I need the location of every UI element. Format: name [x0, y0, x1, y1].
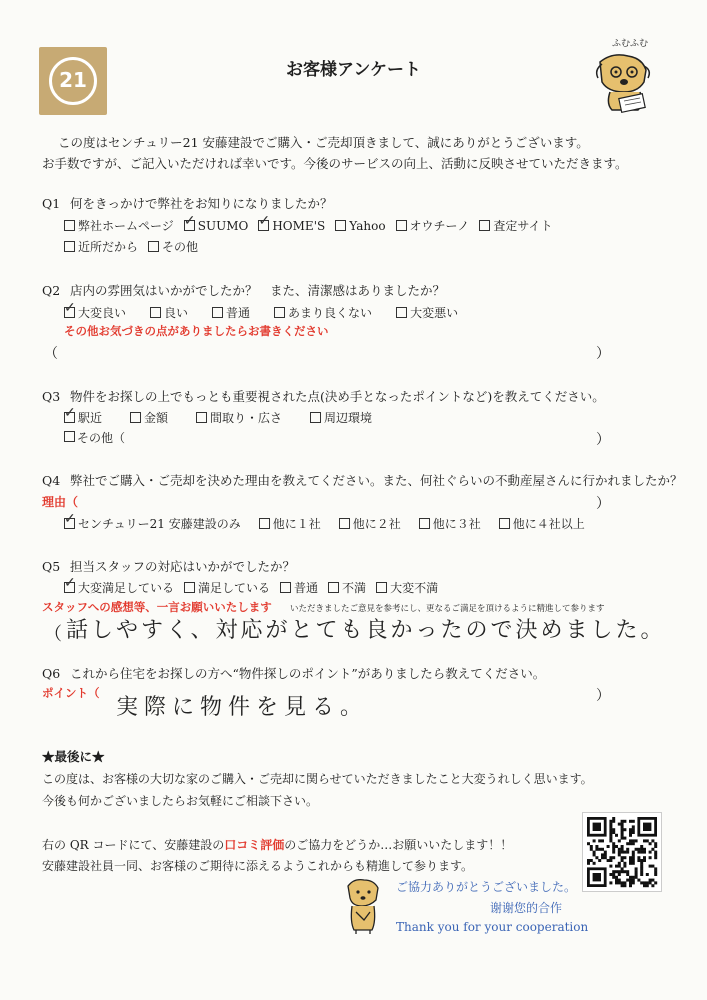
option-q1r1-5[interactable]: [479, 217, 552, 234]
page-title: お客様アンケート: [286, 60, 421, 80]
option-q4o-3[interactable]: [419, 515, 481, 532]
option-label: Yahoo: [349, 218, 386, 233]
option-q4o-2[interactable]: [339, 515, 401, 532]
q3-text: 物件をお探しの上でもっとも重要視された点(決め手となったポイントなど)を教えてください。: [70, 389, 605, 404]
checkbox[interactable]: [64, 241, 75, 252]
checkbox[interactable]: [274, 307, 285, 318]
q5-small-note: いただきましたご意見を参考にし、更なるご満足を頂けるように精進して参ります: [290, 604, 605, 614]
option-label: 近所だから: [78, 240, 139, 254]
option-label: HOME'S: [272, 218, 326, 233]
checkbox[interactable]: [150, 307, 161, 318]
option-q3o-1[interactable]: [130, 409, 168, 426]
option-q4o-0[interactable]: [64, 515, 241, 532]
q5-options: [64, 579, 438, 596]
q1-number: Q1: [42, 196, 61, 211]
q5-handwritten-answer[interactable]: 話しやすく、対応がとても良かったので決めました。: [66, 618, 666, 643]
checkbox[interactable]: [196, 412, 207, 423]
checkbox[interactable]: [148, 241, 159, 252]
option-q5o-2[interactable]: [280, 579, 318, 596]
closing-heading: ★最後に★: [42, 749, 105, 764]
option-label: オウチーノ: [409, 219, 470, 233]
q1-text: 何をきっかけで弊社をお知りになりましたか？: [70, 196, 333, 211]
mascot-caption: ふむふむ: [612, 39, 649, 49]
option-label: センチュリー21 安藤建設のみ: [78, 517, 241, 531]
q1-options-row1: [64, 217, 552, 234]
closing-line-2: 今後も何かございましたらお気軽にご相談下さい。: [42, 794, 319, 808]
q2-comment-field[interactable]: [62, 343, 592, 361]
option-label: 大変悪い: [410, 306, 459, 320]
option-label: 間取り・広さ: [210, 411, 283, 425]
q6-handwritten-answer[interactable]: 実際に物件を見る。: [116, 695, 369, 720]
intro-line-1: この度はセンチュリー21 安藤建設でご購入・ご売却頂きまして、誠にありがとうございます。: [58, 135, 589, 150]
q5-number: Q5: [42, 559, 61, 574]
q3-question: [42, 387, 605, 405]
checkbox[interactable]: [259, 518, 270, 529]
thanks-chinese: 谢谢您的合作: [490, 901, 563, 915]
checkbox[interactable]: [212, 307, 223, 318]
option-label: 大変満足している: [78, 581, 175, 595]
q2-question: [42, 281, 445, 299]
option-q2o-1[interactable]: [150, 304, 188, 321]
option-label: 他に２社: [352, 517, 401, 531]
q5-comment-open: （: [44, 624, 62, 645]
q2-comment-open: （: [44, 346, 58, 362]
checkbox[interactable]: [64, 412, 75, 423]
checkbox[interactable]: [396, 307, 407, 318]
option-label: SUUMO: [197, 218, 249, 233]
closing-line-1: この度は、お客様の大切な家のご購入・ご売却に関らせていただきましたこと大変うれしく思います。: [42, 772, 593, 786]
closing-qr-line: [42, 836, 512, 853]
option-label: あまり良くない: [288, 306, 373, 320]
q3-number: Q3: [42, 389, 61, 404]
option-label: 駅近: [78, 411, 103, 425]
option-label: 査定サイト: [493, 219, 553, 233]
option-q5o-1[interactable]: [184, 579, 270, 596]
option-q5o-0[interactable]: [64, 579, 174, 596]
option-label: 他に３社: [432, 517, 481, 531]
checkbox[interactable]: [310, 412, 321, 423]
option-q4o-4[interactable]: [499, 515, 585, 532]
intro-line-2: お手数ですが、ご記入いただければ幸いです。今後のサービスの向上、活動に反映させていただきます。: [42, 156, 628, 171]
checkbox[interactable]: [499, 518, 510, 529]
qr-line-review: 口コミ評価: [224, 838, 285, 852]
checkbox[interactable]: [339, 518, 350, 529]
option-q1r2-0[interactable]: [64, 238, 138, 255]
q4-reason-field[interactable]: [90, 493, 590, 511]
q3-other-checkbox[interactable]: [64, 431, 75, 442]
checkbox[interactable]: [280, 582, 291, 593]
closing-staff-line: 安藤建設社員一同、お客様のご期待に添えるようこれからも精進して参ります。: [42, 859, 474, 873]
option-label: 他に１社: [272, 517, 321, 531]
q1-question: [42, 194, 333, 212]
thanks-japanese: ご協力ありがとうございました。: [396, 880, 577, 894]
checkbox[interactable]: [64, 307, 75, 318]
dog-mascot-icon: [590, 48, 660, 118]
checkbox[interactable]: [376, 582, 387, 593]
q6-text: これから住宅をお探しの方へ“物件探しのポイント”がありましたら教えてください。: [70, 666, 546, 681]
dog-mascot-small-icon: [342, 876, 384, 936]
q5-comment-prompt: スタッフへの感想等、一言お願いいたします: [42, 600, 272, 614]
option-q1r1-4[interactable]: [396, 217, 470, 234]
checkbox[interactable]: [64, 518, 75, 529]
option-label: 他に４社以上: [512, 517, 585, 531]
q2-text: 店内の雰囲気はいかがでしたか？ また、清潔感はありましたか？: [70, 283, 446, 298]
checkbox[interactable]: [335, 220, 346, 231]
option-q5o-3[interactable]: [328, 579, 366, 596]
q4-reason-label: 理由（: [42, 495, 79, 509]
qr-line-prefix: 右の QR コードにて、安藤建設の: [42, 838, 225, 852]
option-q4o-1[interactable]: [259, 515, 321, 532]
option-label: 普通: [226, 306, 251, 320]
q1-options-row2: [64, 238, 198, 255]
checkbox[interactable]: [130, 412, 141, 423]
mascot-thinking-image: [590, 36, 660, 116]
q4-options: [64, 515, 585, 532]
logo-text: 21: [59, 68, 87, 92]
option-q3o-0[interactable]: [64, 409, 102, 426]
option-label: 大変不満: [390, 581, 439, 595]
q2-options: [64, 304, 458, 321]
checkbox[interactable]: [64, 220, 75, 231]
option-q1r1-2[interactable]: [258, 217, 325, 234]
option-q5o-4[interactable]: [376, 579, 438, 596]
q4-number: Q4: [42, 473, 61, 488]
option-q2o-3[interactable]: [274, 304, 372, 321]
checkbox[interactable]: [396, 220, 407, 231]
q3-other-close: ）: [596, 432, 610, 448]
q5-text: 担当スタッフの対応はいかがでしたか？: [70, 559, 296, 574]
q3-options: [64, 409, 372, 426]
option-q2o-0[interactable]: [64, 304, 126, 321]
qr-line-suffix: のご協力をどうか…お願いいたします！！: [284, 838, 513, 852]
option-label: 普通: [294, 581, 319, 595]
q6-number: Q6: [42, 666, 61, 681]
q6-point-label: ポイント（: [42, 686, 100, 700]
qr-code-icon: [583, 813, 661, 891]
option-label: 周辺環境: [324, 411, 373, 425]
checkbox[interactable]: [419, 518, 430, 529]
q2-comment-close: ）: [596, 346, 610, 362]
option-label: その他: [162, 240, 199, 254]
option-q1r1-3[interactable]: [335, 217, 385, 234]
q4-question: [42, 471, 683, 489]
checkbox[interactable]: [479, 220, 490, 231]
option-q2o-2[interactable]: [212, 304, 250, 321]
q6-point-close: ）: [596, 688, 610, 704]
q4-reason-close: ）: [596, 496, 610, 512]
q5-question: [42, 557, 295, 575]
q3-other[interactable]: [64, 429, 125, 446]
option-label: 満足している: [198, 581, 271, 595]
checkbox[interactable]: [258, 220, 269, 231]
option-label: 金額: [144, 411, 169, 425]
option-label: 弊社ホームページ: [78, 219, 174, 233]
option-q1r2-1[interactable]: [148, 238, 198, 255]
checkbox[interactable]: [184, 220, 195, 231]
q2-number: Q2: [42, 283, 61, 298]
checkbox[interactable]: [64, 582, 75, 593]
option-q3o-2[interactable]: [196, 409, 282, 426]
checkbox[interactable]: [184, 582, 195, 593]
option-q1r1-1[interactable]: [184, 217, 249, 234]
qr-code[interactable]: [582, 812, 662, 892]
option-q3o-3[interactable]: [310, 409, 372, 426]
q4-text: 弊社でご購入・ご売却を決めた理由を教えてください。また、何社ぐらいの不動産屋さんに行かれましたか？: [70, 473, 683, 488]
q2-comment-prompt: その他お気づきの点がありましたらお書きください: [64, 324, 329, 338]
q6-question: [42, 664, 545, 682]
q3-other-label: その他（: [77, 431, 126, 445]
option-label: 大変良い: [78, 306, 127, 320]
option-label: 不満: [342, 581, 367, 595]
option-q2o-4[interactable]: [396, 304, 458, 321]
option-q1r1-0[interactable]: [64, 217, 174, 234]
thanks-english: Thank you for your cooperation: [396, 920, 589, 934]
option-label: 良い: [164, 306, 189, 320]
checkbox[interactable]: [328, 582, 339, 593]
